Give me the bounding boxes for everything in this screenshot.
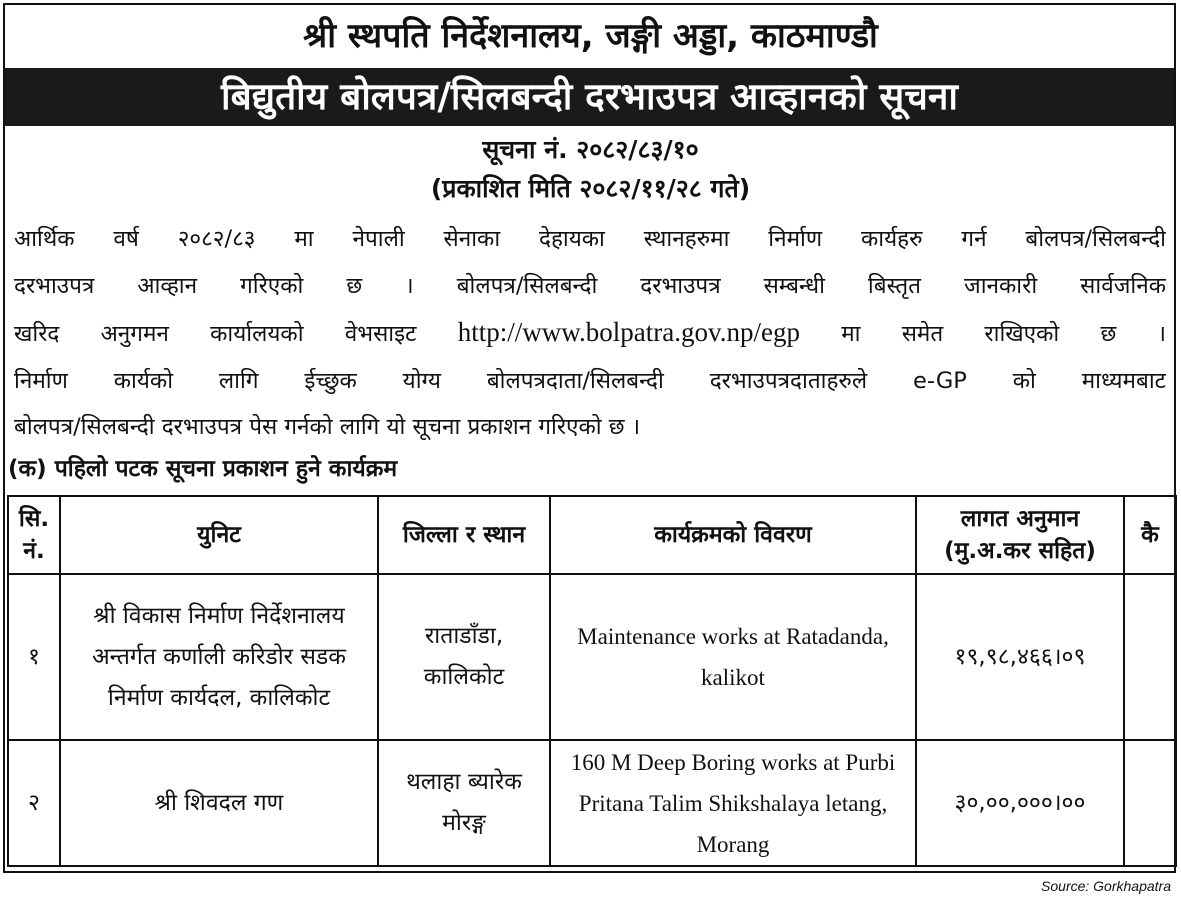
table-header-row: [8, 496, 1176, 574]
notice-number: सूचना नं. २०८२/८३/१०: [482, 135, 699, 164]
notice-banner-title: बिद्युतीय बोलपत्र/सिलबन्दी दरभाउपत्र आव्हानको सूचना: [5, 68, 1174, 126]
table-row: [8, 574, 1176, 740]
works-table: [7, 495, 1177, 867]
row-description: Maintenance works at Ratadanda, kalikot: [550, 574, 916, 740]
row-cost: १९,९८,४६६।०९: [916, 574, 1124, 740]
row-remarks: [1124, 574, 1176, 740]
body-line-3-prefix: खरिद अनुगमन कार्यालयको वेभसाइट: [14, 321, 417, 347]
body-line-4: निर्माण कार्यको लागि ईच्छुक योग्य बोलपत्रदाता/सिलबन्दी दरभाउपत्रदाताहरुले e-GP को माध्यमबाट: [14, 367, 1166, 394]
header-remarks: कै: [1124, 496, 1176, 574]
row-district: राताडाँडा, कालिकोट: [378, 574, 550, 740]
egp-website-link[interactable]: http://www.bolpatra.gov.np/egp: [457, 317, 800, 347]
body-line-5: बोलपत्र/सिलबन्दी दरभाउपत्र पेस गर्नको लागि यो सूचना प्रकाशन गरिएको छ ।: [14, 414, 641, 440]
row-unit: श्री विकास निर्माण निर्देशनालय अन्तर्गत कर्णाली करिडोर सडक निर्माण कार्यदल, कालिकोट: [60, 574, 378, 740]
row-unit: श्री शिवदल गण: [60, 740, 378, 866]
row-description: 160 M Deep Boring works at Purbi Pritana Talim Shikshalaya letang, Morang: [550, 740, 916, 866]
body-line-3: [14, 309, 1166, 358]
header-description: कार्यक्रमको विवरण: [550, 496, 916, 574]
office-title: श्री स्थपति निर्देशनालय, जङ्गी अड्डा, काठमाण्डौ: [303, 16, 878, 56]
header-cost: लागत अनुमान (मु.अ.कर सहित): [916, 496, 1124, 574]
source-credit: Source: Gorkhapatra: [1041, 878, 1171, 894]
notice-body: [14, 216, 1166, 451]
header-unit: युनिट: [60, 496, 378, 574]
row-district: थलाहा ब्यारेक मोरङ्ग: [378, 740, 550, 866]
row-remarks: [1124, 740, 1176, 866]
table-row: [8, 740, 1176, 866]
row-sn: २: [8, 740, 60, 866]
body-line-2: दरभाउपत्र आव्हान गरिएको छ । बोलपत्र/सिलबन्दी दरभाउपत्र सम्बन्धी बिस्तृत जानकारी सार्वजनिक: [14, 272, 1166, 299]
section-heading: (क) पहिलो पटक सूचना प्रकाशन हुने कार्यक्रम: [8, 456, 398, 482]
row-sn: १: [8, 574, 60, 740]
body-line-3-suffix: मा समेत राखिएको छ ।: [841, 321, 1166, 347]
row-cost: ३०,००,०००।००: [916, 740, 1124, 866]
published-date: (प्रकाशित मिति २०८२/११/२८ गते): [430, 174, 751, 203]
header-sn: सि. नं.: [8, 496, 60, 574]
body-line-1: आर्थिक वर्ष २०८२/८३ मा नेपाली सेनाका देहायका स्थानहरुमा निर्माण कार्यहरु गर्न बोलपत्र/सिलबन्दी: [14, 226, 1166, 252]
header-district: जिल्ला र स्थान: [378, 496, 550, 574]
